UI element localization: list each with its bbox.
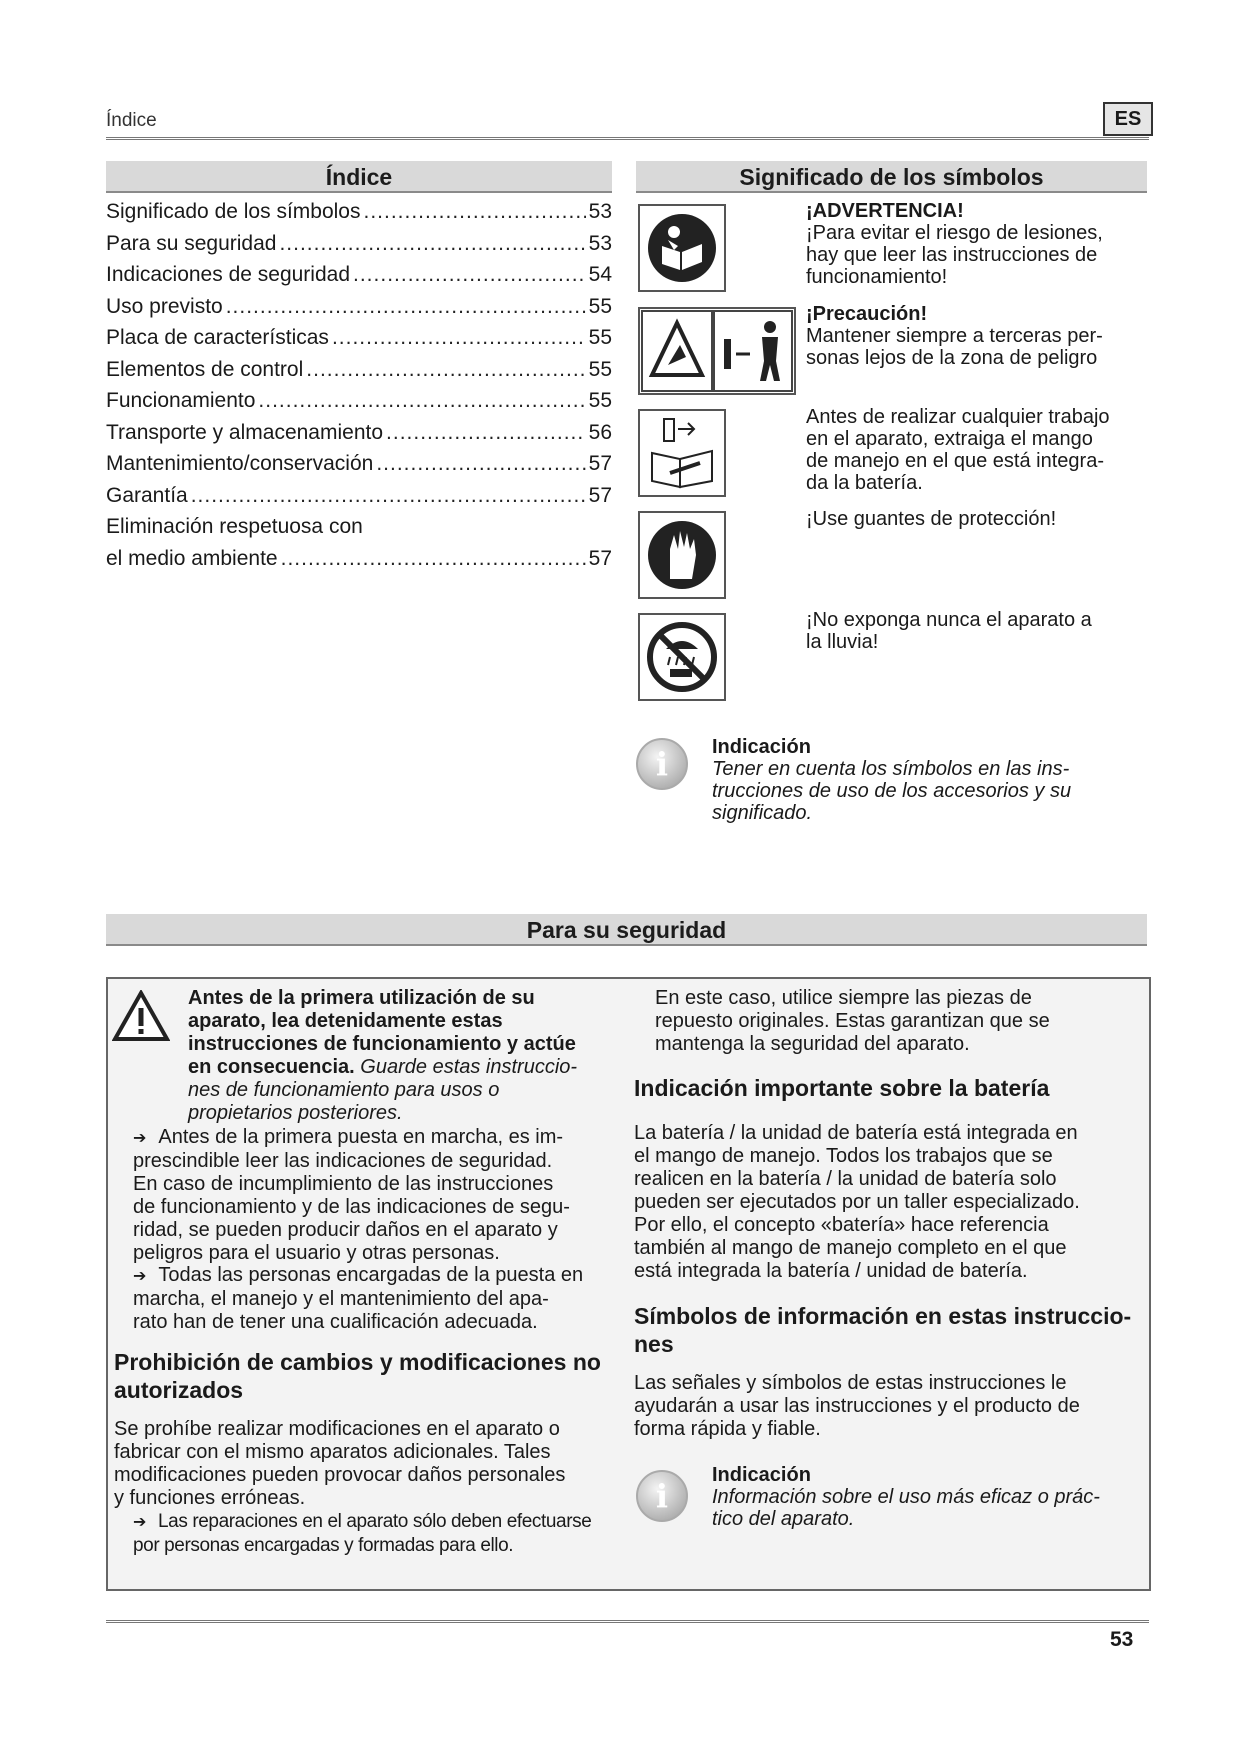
arrow-icon: ➔: [133, 1130, 147, 1147]
arrow-icon: ➔: [133, 1514, 147, 1531]
gloves-text: ¡Use guantes de protección!: [806, 508, 1057, 530]
right-intro: En este caso, utilice siempre las piezas de repuesto originales. Estas garantizan que se mantenga la seguridad del aparato.: [655, 987, 1050, 1055]
safety-heading: Para su seguridad: [106, 914, 1147, 946]
prohibition-heading: Prohibición de cambios y modificaciones no autorizados: [114, 1349, 601, 1403]
toc-entry[interactable]: Para su seguridad ..... 53: [106, 232, 612, 264]
header-rule: [106, 137, 1149, 140]
toc-heading: Índice: [106, 161, 612, 193]
footer-rule: [106, 1620, 1149, 1623]
safety-note: Indicación Información sobre el uso más eficaz o prác- tico del aparato.: [712, 1464, 1100, 1530]
toc-entry[interactable]: Funcionamiento ..... 55: [106, 389, 612, 421]
header-title: Índice: [106, 110, 157, 131]
symbols-note: Indicación Tener en cuenta los símbolos en las ins- trucciones de uso de los accesorios y su significado.: [712, 736, 1072, 824]
toc-entry[interactable]: el medio ambiente ..... 57: [106, 547, 612, 579]
toc-entry[interactable]: Indicaciones de seguridad ..... 54: [106, 263, 612, 295]
battery-heading: Indicación importante sobre la batería: [634, 1075, 1050, 1101]
language-badge: ES: [1103, 102, 1153, 136]
toc-entry[interactable]: Transporte y almacenamiento ..... 56: [106, 421, 612, 453]
read-manual-icon: [638, 204, 726, 292]
toc-list: [106, 200, 612, 578]
info-icon: i: [636, 1470, 688, 1522]
gloves-icon: [638, 511, 726, 599]
safety-bullet-1: ➔ Antes de la primera puesta en marcha, es im- prescindible leer las indicaciones de seguridad. En caso de incumplimiento de las instrucciones de funcionamiento y de las indicaciones de segu- ridad, se pueden producir daños en el aparato y peligros para el usuario y otras personas.: [133, 1126, 570, 1264]
rain-text: ¡No exponga nunca el aparato a la lluvia!: [806, 609, 1092, 653]
remove-handle-icon: [638, 409, 726, 497]
prohibition-bullet: ➔ Las reparaciones en el aparato sólo deben efectuarse por personas encargadas y formadas para ello.: [133, 1511, 592, 1556]
toc-entry[interactable]: Elementos de control ..... 55: [106, 358, 612, 390]
info-symbols-heading: Símbolos de información en estas instruccio- nes: [634, 1303, 1132, 1357]
toc-entry[interactable]: Garantía ..... 57: [106, 484, 612, 516]
caution-text: ¡Precaución! Mantener siempre a terceras per- sonas lejos de la zona de peligro: [806, 303, 1103, 369]
warning-text: ¡ADVERTENCIA! ¡Para evitar el riesgo de lesiones, hay que leer las instrucciones de funcionamiento!: [806, 200, 1103, 288]
toc-entry[interactable]: Eliminación respetuosa con: [106, 515, 363, 538]
handle-text: Antes de realizar cualquier trabajo en el aparato, extraiga el mango de manejo en el que está integra- da la batería.: [806, 406, 1110, 494]
toc-entry[interactable]: Significado de los símbolos ..... 53: [106, 200, 612, 232]
toc-entry[interactable]: Placa de características ..... 55: [106, 326, 612, 358]
prohibition-text: Se prohíbe realizar modificaciones en el aparato o fabricar con el mismo aparatos adicionales. Tales modificaciones pueden provocar daños personales y funciones erróneas.: [114, 1418, 566, 1509]
no-rain-icon: [638, 613, 726, 701]
warning-triangle-icon: [112, 990, 170, 1042]
symbols-heading: Significado de los símbolos: [636, 161, 1147, 193]
toc-entry[interactable]: Uso previsto ..... 55: [106, 295, 612, 327]
battery-text: La batería / la unidad de batería está integrada en el mango de manejo. Todos los trabajos que se realicen en la batería / la unidad de batería solo pueden ser ejecutados por un taller especializado. Por ello, el concepto «batería» hace referencia también al mango de manejo completo en el que está integrada la batería / unidad de batería.: [634, 1122, 1080, 1282]
page-number: 53: [1110, 1628, 1134, 1651]
safety-bullet-2: ➔ Todas las personas encargadas de la puesta en marcha, el manejo y el mantenimiento del apa- rato han de tener una cualificación adecuada.: [133, 1264, 584, 1333]
info-icon: i: [636, 738, 688, 790]
toc-entry[interactable]: Mantenimiento/conservación ..... 57: [106, 452, 612, 484]
info-symbols-text: Las señales y símbolos de estas instrucciones le ayudarán a usar las instrucciones y el producto de forma rápida y fiable.: [634, 1372, 1080, 1440]
arrow-icon: ➔: [133, 1268, 147, 1285]
safety-intro: Antes de la primera utilización de su aparato, lea detenidamente estas instrucciones de funcionamiento y actúe en consecuencia. Guarde estas instruccio- nes de funcionamiento para usos o propietarios posteriores.: [188, 987, 578, 1124]
keep-distance-icon: [638, 307, 796, 395]
